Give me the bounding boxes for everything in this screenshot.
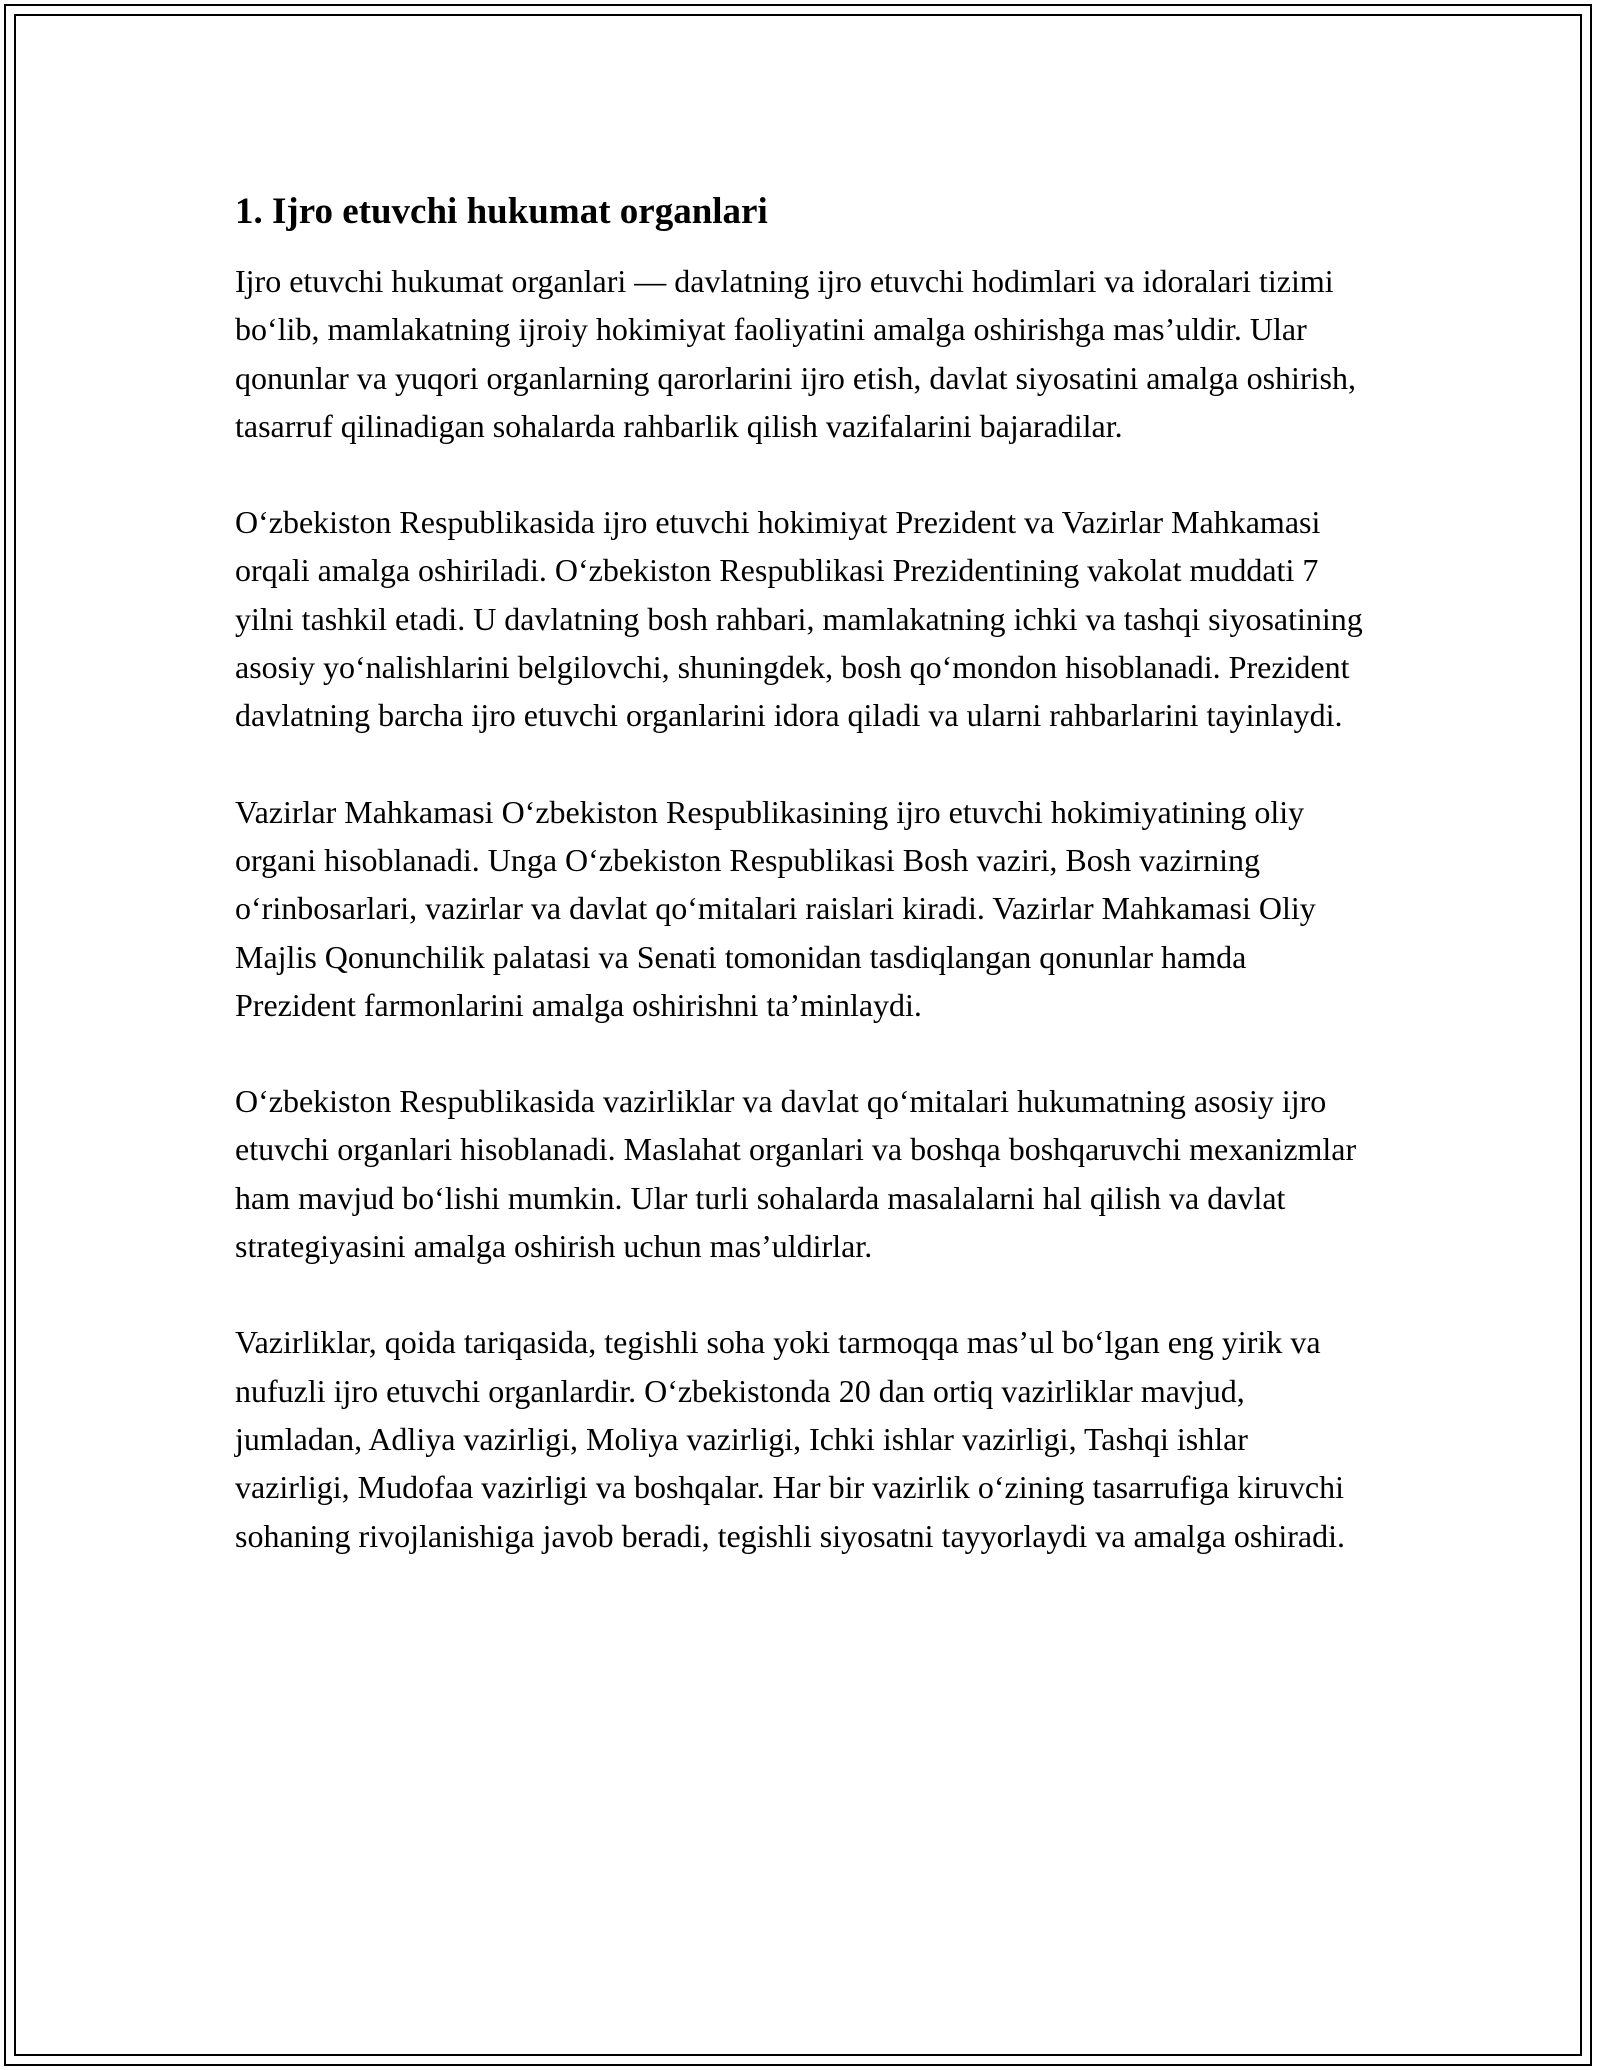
paragraph-3: Vazirlar Mahkamasi O‘zbekiston Respublikasining ijro etuvchi hokimiyatining oliy organi hisoblanadi. Unga O‘zbekiston Respublikasi Bosh vaziri, Bosh vazirning o‘rinbosarlari, vazirlar va davlat qo‘mitalari raislari kiradi. Vazirlar Mahkamasi Oliy Majlis Qonunchilik palatasi va Senati tomonidan tasdiqlangan qonunlar hamda Prezident farmonlarini amalga oshirishni ta’minlaydi. [235, 793, 1316, 1023]
document-body [235, 187, 1370, 1608]
paragraph-2: O‘zbekiston Respublikasida ijro etuvchi hokimiyat Prezident va Vazirlar Mahkamasi orqali amalga oshiriladi. O‘zbekiston Respublikasi Prezidentining vakolat muddati 7 yilni tashkil etadi. U davlatning bosh rahbari, mamlakatning ichki va tashqi siyosatining asosiy yo‘nalishlarini belgilovchi, shuningdek, bosh qo‘mondon hisoblanadi. Prezident davlatning barcha ijro etuvchi organlarini idora qiladi va ularni rahbarlarini tayinlaydi. [235, 504, 1363, 734]
paragraph-5: Vazirliklar, qoida tariqasida, tegishli soha yoki tarmoqqa mas’ul bo‘lgan eng yirik va nufuzli ijro etuvchi organlardir. O‘zbekistonda 20 dan ortiq vazirliklar mavjud, jumladan, Adliya vazirligi, Moliya vazirligi, Ichki ishlar vazirligi, Tashqi ishlar vazirligi, Mudofaa vazirligi va boshqalar. Har bir vazirlik o‘zining tasarrufiga kiruvchi sohaning rivojlanishiga javob beradi, tegishli siyosatni tayyorlaydi va amalga oshiradi. [235, 1324, 1345, 1554]
section-heading: 1. Ijro etuvchi hukumat organlari [235, 191, 768, 232]
paragraph-4: O‘zbekiston Respublikasida vazirliklar va davlat qo‘mitalari hukumatning asosiy ijro etuvchi organlari hisoblanadi. Maslahat organlari va boshqa boshqaruvchi mexanizmlar ham mavjud bo‘lishi mumkin. Ular turli sohalarda masalalarni hal qilish va davlat strategiyasini amalga oshirish uchun mas’uldirlar. [235, 1083, 1357, 1265]
paragraph-1: Ijro etuvchi hukumat organlari — davlatning ijro etuvchi hodimlari va idoralari tizimi bo‘lib, mamlakatning ijroiy hokimiyat faoliyatini amalga oshirishga mas’uldir. Ular qonunlar va yuqori organlarning qarorlarini ijro etish, davlat siyosatini amalga oshirish, tasarruf qilinadigan sohalarda rahbarlik qilish vazifalarini bajaradilar. [235, 263, 1356, 444]
